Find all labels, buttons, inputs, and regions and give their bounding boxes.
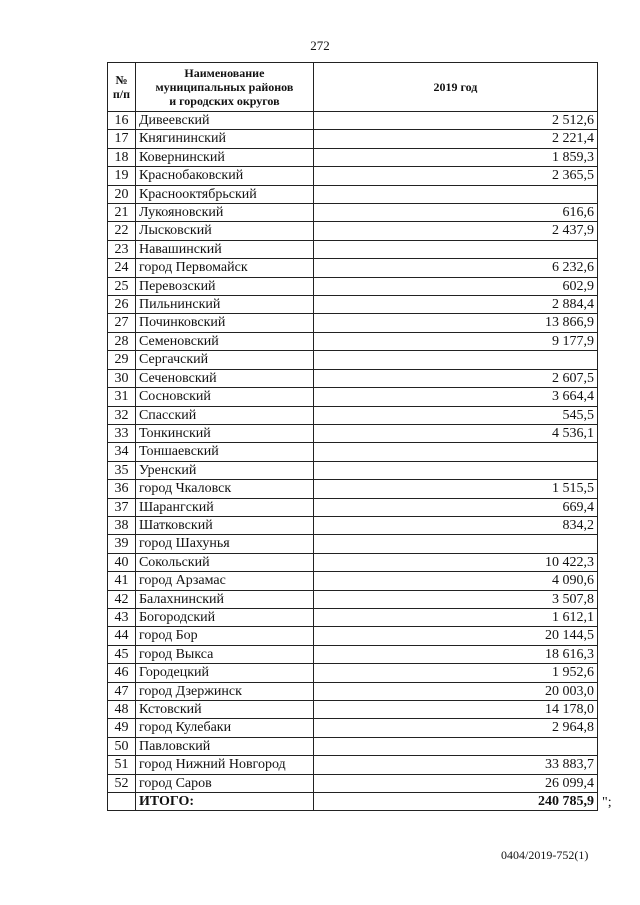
row-name: Тоншаевский: [135, 443, 313, 461]
row-number: 49: [108, 719, 136, 737]
table-row: [108, 369, 598, 387]
row-value: 2 512,6: [313, 112, 597, 130]
row-name: Ковернинский: [135, 148, 313, 166]
row-value: 10 422,3: [313, 553, 597, 571]
row-name: Сергачский: [135, 351, 313, 369]
table-row: [108, 259, 598, 277]
row-number: 35: [108, 461, 136, 479]
row-number: 47: [108, 682, 136, 700]
table-row: [108, 701, 598, 719]
row-name: город Первомайск: [135, 259, 313, 277]
table-row: [108, 737, 598, 755]
table-row: [108, 351, 598, 369]
row-value: 20 144,5: [313, 627, 597, 645]
row-name: Починковский: [135, 314, 313, 332]
table-row: [108, 443, 598, 461]
table-row: [108, 406, 598, 424]
row-value: 545,5: [313, 406, 597, 424]
row-name: город Саров: [135, 774, 313, 792]
row-value: [313, 535, 597, 553]
row-value: 616,6: [313, 204, 597, 222]
row-value: 18 616,3: [313, 645, 597, 663]
row-value: [313, 185, 597, 203]
row-number: 42: [108, 590, 136, 608]
row-name: Павловский: [135, 737, 313, 755]
row-number: 19: [108, 167, 136, 185]
row-name: Сокольский: [135, 553, 313, 571]
row-number: 31: [108, 388, 136, 406]
row-number: 26: [108, 296, 136, 314]
row-number: 45: [108, 645, 136, 663]
row-name: город Шахунья: [135, 535, 313, 553]
row-number: 29: [108, 351, 136, 369]
row-value: 602,9: [313, 277, 597, 295]
row-value: 2 365,5: [313, 167, 597, 185]
row-number: 37: [108, 498, 136, 516]
table-row: [108, 572, 598, 590]
total-row: [108, 793, 598, 811]
row-value: [313, 240, 597, 258]
row-value: 1 859,3: [313, 148, 597, 166]
row-name: Сеченовский: [135, 369, 313, 387]
table-row: [108, 498, 598, 516]
row-name: Сосновский: [135, 388, 313, 406]
row-name: Спасский: [135, 406, 313, 424]
table-row: [108, 664, 598, 682]
row-value: 1 515,5: [313, 480, 597, 498]
table-row: [108, 314, 598, 332]
table-row: [108, 645, 598, 663]
row-name: Перевозский: [135, 277, 313, 295]
row-number: 41: [108, 572, 136, 590]
row-value: 3 664,4: [313, 388, 597, 406]
table-row: [108, 112, 598, 130]
budget-table: [107, 62, 598, 811]
row-name: Лысковский: [135, 222, 313, 240]
row-value: 4 090,6: [313, 572, 597, 590]
table-row: [108, 553, 598, 571]
row-value: 2 964,8: [313, 719, 597, 737]
table-row: [108, 296, 598, 314]
row-number: 48: [108, 701, 136, 719]
table-row: [108, 682, 598, 700]
row-name: Шарангский: [135, 498, 313, 516]
row-name: Городецкий: [135, 664, 313, 682]
row-number: 28: [108, 332, 136, 350]
row-value: [313, 351, 597, 369]
document-code: 0404/2019-752(1): [501, 848, 589, 862]
table-row: [108, 424, 598, 442]
row-number: 44: [108, 627, 136, 645]
row-name: город Выкса: [135, 645, 313, 663]
row-value: 9 177,9: [313, 332, 597, 350]
row-number: 34: [108, 443, 136, 461]
row-number: 18: [108, 148, 136, 166]
table-row: [108, 535, 598, 553]
table-row: [108, 627, 598, 645]
table-row: [108, 516, 598, 534]
table-row: [108, 590, 598, 608]
row-name: Шатковский: [135, 516, 313, 534]
row-number: 21: [108, 204, 136, 222]
row-value: 33 883,7: [313, 756, 597, 774]
row-number: 16: [108, 112, 136, 130]
row-name: Семеновский: [135, 332, 313, 350]
row-name: город Арзамас: [135, 572, 313, 590]
header-year: 2019 год: [313, 63, 597, 112]
row-value: 6 232,6: [313, 259, 597, 277]
table-row: [108, 277, 598, 295]
row-number: 38: [108, 516, 136, 534]
table-row: [108, 240, 598, 258]
row-value: 834,2: [313, 516, 597, 534]
row-value: 3 507,8: [313, 590, 597, 608]
row-number: 40: [108, 553, 136, 571]
table-row: [108, 130, 598, 148]
table-row: [108, 148, 598, 166]
row-number: 46: [108, 664, 136, 682]
row-number: 23: [108, 240, 136, 258]
row-name: Богородский: [135, 608, 313, 626]
page-number: 272: [310, 38, 330, 53]
row-name: Навашинский: [135, 240, 313, 258]
row-name: Краснобаковский: [135, 167, 313, 185]
total-number-cell: [108, 793, 136, 811]
table-row: [108, 756, 598, 774]
row-number: 52: [108, 774, 136, 792]
row-number: 36: [108, 480, 136, 498]
row-value: 1 612,1: [313, 608, 597, 626]
row-value: 4 536,1: [313, 424, 597, 442]
table-row: [108, 388, 598, 406]
row-number: 30: [108, 369, 136, 387]
table-row: [108, 774, 598, 792]
row-number: 50: [108, 737, 136, 755]
row-number: 33: [108, 424, 136, 442]
row-name: Княгининский: [135, 130, 313, 148]
row-number: 24: [108, 259, 136, 277]
row-name: Дивеевский: [135, 112, 313, 130]
table-row: [108, 719, 598, 737]
table-row: [108, 204, 598, 222]
row-name: Тонкинский: [135, 424, 313, 442]
row-value: 13 866,9: [313, 314, 597, 332]
row-value: 20 003,0: [313, 682, 597, 700]
row-name: город Чкаловск: [135, 480, 313, 498]
table-row: [108, 461, 598, 479]
row-value: 1 952,6: [313, 664, 597, 682]
row-number: 20: [108, 185, 136, 203]
closing-quote-mark: ";: [602, 795, 612, 810]
row-number: 43: [108, 608, 136, 626]
header-name: Наименование муниципальных районов и городских округов: [135, 63, 313, 112]
row-name: город Нижний Новгород: [135, 756, 313, 774]
table-row: [108, 167, 598, 185]
row-number: 32: [108, 406, 136, 424]
row-name: город Бор: [135, 627, 313, 645]
row-number: 39: [108, 535, 136, 553]
row-name: Кстовский: [135, 701, 313, 719]
row-number: 17: [108, 130, 136, 148]
row-value: [313, 737, 597, 755]
row-number: 51: [108, 756, 136, 774]
row-value: 14 178,0: [313, 701, 597, 719]
table-row: [108, 608, 598, 626]
row-number: 27: [108, 314, 136, 332]
row-name: город Кулебаки: [135, 719, 313, 737]
row-value: 2 221,4: [313, 130, 597, 148]
row-name: Лукояновский: [135, 204, 313, 222]
row-value: 26 099,4: [313, 774, 597, 792]
total-label: ИТОГО:: [135, 793, 313, 811]
row-value: 2 884,4: [313, 296, 597, 314]
table-row: [108, 480, 598, 498]
table-row: [108, 185, 598, 203]
row-number: 22: [108, 222, 136, 240]
row-name: Балахнинский: [135, 590, 313, 608]
row-value: 2 607,5: [313, 369, 597, 387]
row-name: Уренский: [135, 461, 313, 479]
table-body: [108, 112, 598, 793]
total-value: 240 785,9: [313, 793, 597, 811]
table-row: [108, 222, 598, 240]
row-value: [313, 443, 597, 461]
row-name: Краснооктябрьский: [135, 185, 313, 203]
table-row: [108, 332, 598, 350]
row-value: 669,4: [313, 498, 597, 516]
table-header-row: [108, 63, 598, 112]
row-number: 25: [108, 277, 136, 295]
row-value: [313, 461, 597, 479]
header-number: № п/п: [108, 63, 136, 112]
row-name: город Дзержинск: [135, 682, 313, 700]
row-name: Пильнинский: [135, 296, 313, 314]
row-value: 2 437,9: [313, 222, 597, 240]
